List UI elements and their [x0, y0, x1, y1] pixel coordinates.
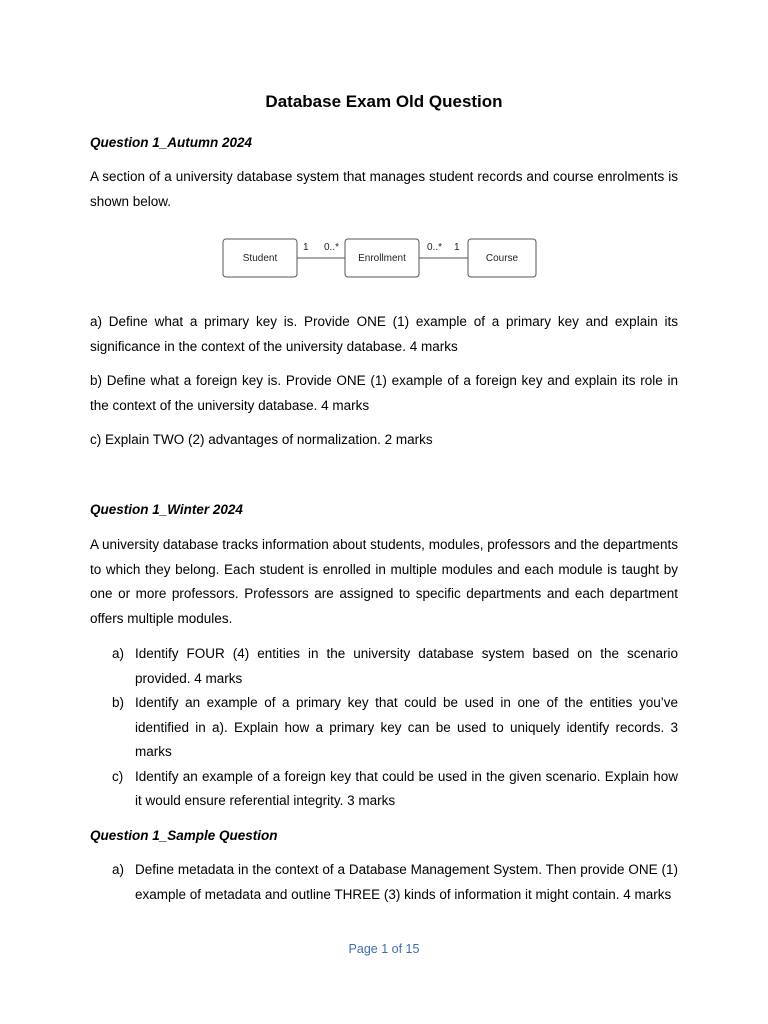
question-heading-sample: Question 1_Sample Question: [90, 828, 278, 843]
question-part-a-autumn: a) Define what a primary key is. Provide ONE (1) example of a primary key and explain its significance in the context of the university database. 4 marks: [90, 314, 678, 354]
multiplicity-enrollment-left: 0..*: [324, 242, 340, 253]
list-item-text: Identify an example of a foreign key that could be used in the given scenario. Explain how it would ensure referential integrity. 3 marks: [135, 768, 678, 808]
list-marker: a): [112, 646, 125, 661]
question-intro-autumn: A section of a university database system that manages student records and course enrolments is shown below.: [90, 169, 678, 209]
page-number: Page 1 of 15: [348, 942, 420, 956]
question-heading-autumn: Question 1_Autumn 2024: [90, 135, 253, 150]
entity-label-course: Course: [485, 253, 519, 264]
entity-label-enrollment: Enrollment: [358, 253, 406, 264]
document-title: Database Exam Old Question: [265, 92, 503, 111]
question-part-c-autumn: c) Explain TWO (2) advantages of normalization. 2 marks: [90, 432, 433, 447]
list-item: [90, 858, 678, 907]
list-item-text: Identify an example of a primary key that could be used in one of the entities you’ve identified in a). Explain how a primary key can be used to uniquely identify records. 3 marks: [135, 695, 678, 759]
question-list-winter: [90, 642, 678, 814]
multiplicity-enrollment-right: 0..*: [427, 242, 443, 253]
list-marker: c): [112, 768, 124, 784]
list-item: [90, 765, 678, 814]
list-marker: b): [112, 695, 125, 710]
list-item: [90, 642, 678, 691]
list-item: [90, 691, 678, 765]
multiplicity-student: 1: [303, 242, 309, 253]
entity-label-student: Student: [242, 253, 278, 264]
list-item-text: Define metadata in the context of a Database Management System. Then provide ONE (1) example of metadata and outline THREE (3) kinds of information it might contain. 4 marks: [135, 862, 678, 902]
question-heading-winter: Question 1_Winter 2024: [90, 502, 243, 517]
er-diagram: [220, 236, 540, 282]
question-part-b-autumn: b) Define what a foreign key is. Provide ONE (1) example of a foreign key and explain its role in the context of the university database. 4 marks: [90, 373, 678, 413]
question-intro-winter: A university database tracks information about students, modules, professors and the departments to which they belong. Each student is enrolled in multiple modules and each module is taught by one or more professors. Professors are assigned to specific departments and each department offers multiple modules.: [90, 537, 678, 626]
list-item-text: Identify FOUR (4) entities in the university database system based on the scenario provided. 4 marks: [135, 646, 678, 686]
multiplicity-course: 1: [454, 242, 460, 253]
question-list-sample: [90, 858, 678, 907]
list-marker: a): [112, 862, 125, 877]
